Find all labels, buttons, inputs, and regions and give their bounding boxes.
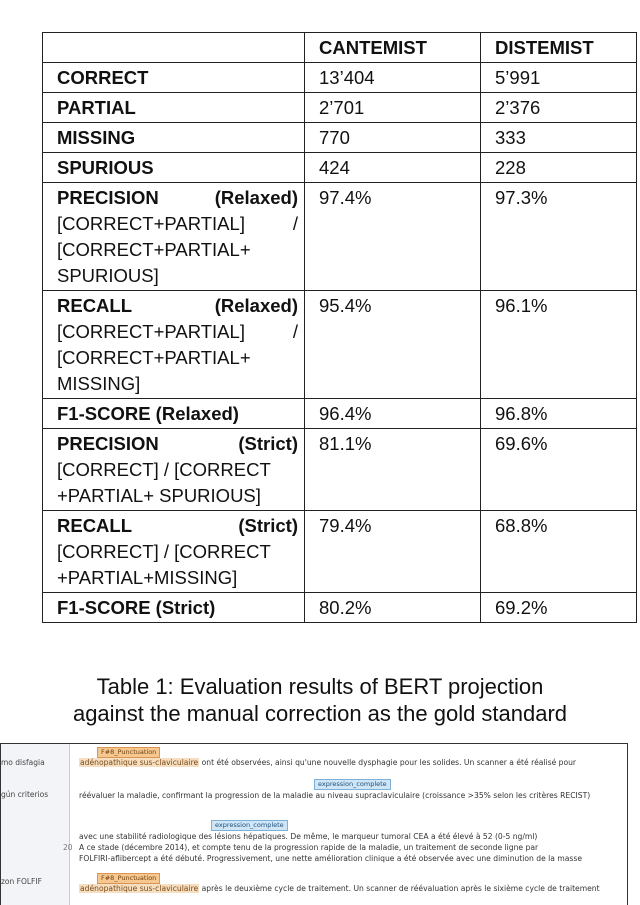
header-distemist: DISTEMIST	[481, 33, 637, 63]
cantemist-value: 97.4%	[305, 183, 481, 291]
line-number: 20	[63, 843, 73, 852]
cantemist-value: 2’701	[305, 93, 481, 123]
metric-label: SPURIOUS	[43, 153, 305, 183]
formula-line: MISSING]	[57, 373, 141, 394]
table-row-correct	[43, 63, 637, 93]
metric-label: MISSING	[43, 123, 305, 153]
metric-qualifier: (Strict)	[238, 515, 298, 536]
formula-line: +PARTIAL+MISSING]	[57, 567, 238, 588]
highlighted-entity[interactable]: adénopathique sus-claviculaire	[80, 758, 199, 767]
table-row-missing	[43, 123, 637, 153]
distemist-value: 228	[481, 153, 637, 183]
text-line: réévaluer la maladie, confirmant la progression de la maladie au niveau supraclaviculaire (croissance >35% selon les critères RECIST)	[79, 791, 591, 800]
formula-line: [CORRECT+PARTIAL]	[57, 213, 245, 234]
distemist-value: 68.8%	[481, 511, 637, 593]
table-row-spurious	[43, 153, 637, 183]
table-row-recall-strict	[43, 511, 637, 593]
formula-slash: /	[292, 321, 298, 342]
metric-name: PRECISION	[57, 187, 159, 208]
formula-slash: /	[292, 213, 298, 234]
header-cantemist: CANTEMIST	[305, 33, 481, 63]
caption-line: Table 1: Evaluation results of BERT projection	[96, 674, 544, 699]
distemist-value: 2’376	[481, 93, 637, 123]
metric-cell	[43, 183, 305, 291]
line-text: ont été observées, ainsi qu'une nouvelle dysphagie pour les solides. Un scanner a été réalisé pour	[199, 758, 577, 767]
metric-qualifier: (Strict)	[238, 433, 298, 454]
header-empty	[43, 33, 305, 63]
distemist-value: 96.8%	[481, 399, 637, 429]
metric-qualifier: (Relaxed)	[214, 187, 298, 208]
line-text: après le deuxième cycle de traitement. Un scanner de réévaluation après le sixième cycle de traitement	[199, 884, 600, 893]
formula-line: [CORRECT+PARTIAL]	[57, 321, 245, 342]
formula-line: SPURIOUS]	[57, 265, 159, 286]
cantemist-value: 424	[305, 153, 481, 183]
caption-line: against the manual correction as the gold standard	[72, 701, 568, 726]
distemist-value: 96.1%	[481, 291, 637, 399]
annotation-tag-expression-complete[interactable]: expression_complete	[314, 779, 391, 790]
metric-cell	[43, 429, 305, 511]
metric-name: RECALL	[57, 515, 133, 536]
sidebar-fragment[interactable]: gún criterios	[1, 790, 49, 799]
cantemist-value: 81.1%	[305, 429, 481, 511]
distemist-value: 333	[481, 123, 637, 153]
distemist-value: 69.2%	[481, 593, 637, 623]
table-row-precision-relaxed	[43, 183, 637, 291]
metric-cell	[43, 511, 305, 593]
table-row-f1-relaxed	[43, 399, 637, 429]
highlighted-entity[interactable]: adénopathique sus-claviculaire	[80, 884, 199, 893]
metric-name: PRECISION	[57, 433, 159, 454]
table-row-partial	[43, 93, 637, 123]
annotation-tag-expression-complete[interactable]: expression_complete	[211, 820, 288, 831]
metric-cell	[43, 291, 305, 399]
cantemist-value: 80.2%	[305, 593, 481, 623]
results-table	[42, 32, 637, 623]
text-line	[79, 884, 600, 893]
metric-label: F1-SCORE (Relaxed)	[43, 399, 305, 429]
distemist-value: 97.3%	[481, 183, 637, 291]
cantemist-value: 96.4%	[305, 399, 481, 429]
metric-label: CORRECT	[43, 63, 305, 93]
table-caption	[0, 673, 640, 727]
text-line	[79, 758, 576, 767]
formula-line: +PARTIAL+ SPURIOUS]	[57, 485, 261, 506]
cantemist-value: 13’404	[305, 63, 481, 93]
cantemist-value: 79.4%	[305, 511, 481, 593]
annotation-tag-punctuation[interactable]: F#8_Punctuation	[97, 747, 160, 758]
sidebar-fragment[interactable]: zon FOLFIF	[1, 877, 42, 886]
table-row-f1-strict	[43, 593, 637, 623]
sidebar-fragment[interactable]: mo disfagia	[1, 758, 45, 767]
table-row-precision-strict	[43, 429, 637, 511]
text-line: FOLFIRI-aflibercept a été débuté. Progressivement, une nette amélioration clinique a été observée avec une diminution de la masse	[79, 854, 582, 863]
formula-line: [CORRECT+PARTIAL+	[57, 347, 251, 368]
formula-line: [CORRECT] / [CORRECT	[57, 459, 271, 480]
formula-line: [CORRECT] / [CORRECT	[57, 541, 271, 562]
metric-qualifier: (Relaxed)	[214, 295, 298, 316]
distemist-value: 5’991	[481, 63, 637, 93]
annotation-tag-punctuation[interactable]: F#8_Punctuation	[97, 873, 160, 884]
cantemist-value: 95.4%	[305, 291, 481, 399]
document-sidebar	[1, 744, 70, 905]
metric-name: RECALL	[57, 295, 133, 316]
table-row-recall-relaxed	[43, 291, 637, 399]
text-line: avec une stabilité radiologique des lésions hépatiques. De même, le marqueur tumoral CEA a été élevé à 52 (0-5 ng/ml)	[79, 832, 538, 841]
metric-label: PARTIAL	[43, 93, 305, 123]
distemist-value: 69.6%	[481, 429, 637, 511]
text-line: A ce stade (décembre 2014), et compte tenu de la progression rapide de la maladie, un traitement de seconde ligne par	[79, 843, 539, 852]
cantemist-value: 770	[305, 123, 481, 153]
metric-label: F1-SCORE (Strict)	[43, 593, 305, 623]
header-row	[43, 33, 637, 63]
formula-line: [CORRECT+PARTIAL+	[57, 239, 251, 260]
annotation-tool-screenshot	[0, 743, 628, 905]
